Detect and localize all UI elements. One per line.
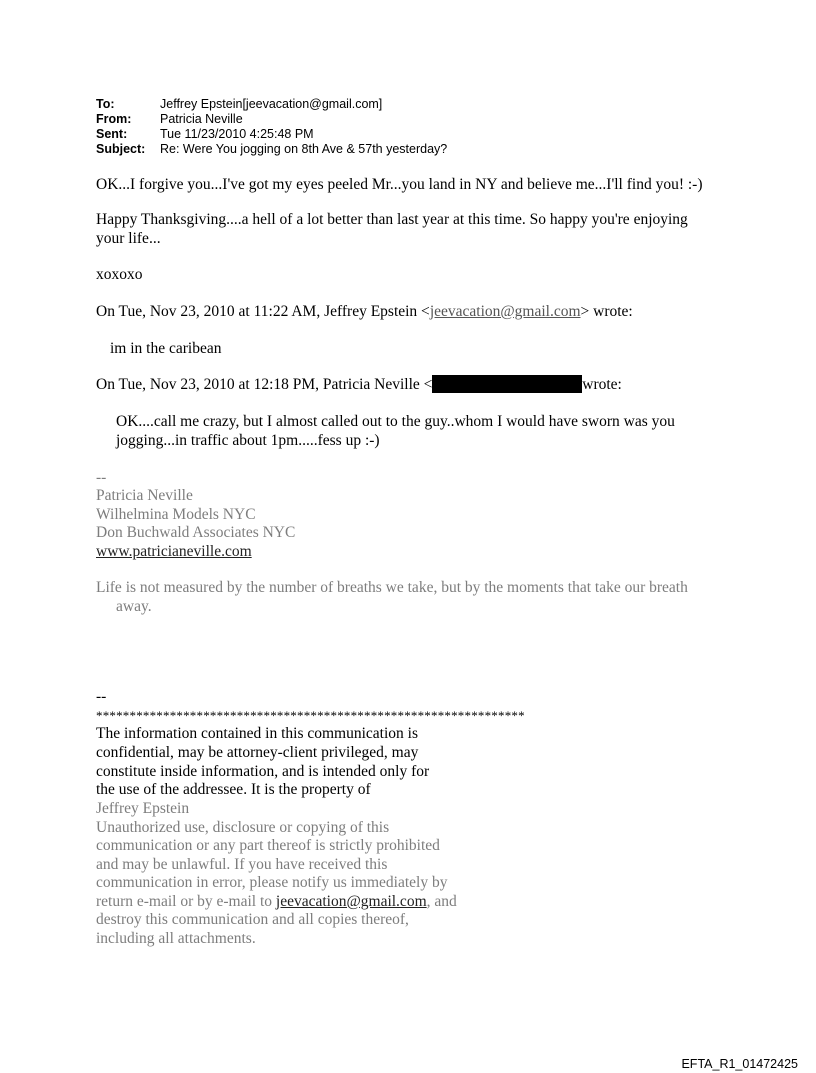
body-para2-line2: your life... bbox=[96, 230, 161, 247]
email-header bbox=[96, 97, 447, 157]
disclaimer-return-line bbox=[96, 892, 457, 911]
from-value: Patricia Neville bbox=[160, 112, 243, 126]
sent-value: Tue 11/23/2010 4:25:48 PM bbox=[160, 127, 314, 141]
sent-label: Sent: bbox=[96, 127, 128, 141]
subject-value: Re: Were You jogging on 8th Ave & 57th yesterday? bbox=[160, 142, 448, 156]
header-sent-row bbox=[96, 127, 447, 142]
signature-dashes: -- bbox=[96, 469, 107, 486]
disclaimer-return-suffix: , and bbox=[426, 893, 457, 910]
body-line-1: OK...I forgive you...I've got my eyes peeled Mr...you land in NY and believe me...I'll find you! :-) bbox=[96, 176, 703, 193]
header-subject-row bbox=[96, 142, 447, 157]
to-label: To: bbox=[96, 97, 115, 111]
quote1-suffix: > wrote: bbox=[580, 303, 633, 320]
disclaimer-dashes: -- bbox=[96, 688, 107, 705]
quote1-text: im in the caribean bbox=[110, 340, 222, 357]
quote2-line-2: jogging...in traffic about 1pm.....fess up :-) bbox=[116, 432, 380, 449]
disclaimer-stars: **************************************************************** bbox=[96, 708, 525, 723]
disclaimer-line-3: constitute inside information, and is intended only for bbox=[96, 763, 430, 780]
subject-label: Subject: bbox=[96, 142, 146, 156]
quote1-prefix: On Tue, Nov 23, 2010 at 11:22 AM, Jeffrey Epstein < bbox=[96, 303, 430, 320]
disclaimer-gray-line-2: Unauthorized use, disclosure or copying of this bbox=[96, 819, 390, 836]
quote1-attribution bbox=[96, 302, 633, 321]
quote2-line-1: OK....call me crazy, but I almost called out to the guy..whom I would have sworn was you bbox=[116, 413, 675, 430]
quote2-attribution bbox=[96, 375, 622, 394]
disclaimer-final-line-1: destroy this communication and all copies thereof, bbox=[96, 911, 409, 928]
signature-name: Patricia Neville bbox=[96, 487, 193, 504]
document-id: EFTA_R1_01472425 bbox=[681, 1057, 798, 1071]
signature-company-2: Don Buchwald Associates NYC bbox=[96, 524, 296, 541]
header-from-row bbox=[96, 112, 447, 127]
disclaimer-gray-line-1: Jeffrey Epstein bbox=[96, 800, 190, 817]
disclaimer-gray-line-3: communication or any part thereof is strictly prohibited bbox=[96, 837, 440, 854]
header-to-row bbox=[96, 97, 447, 112]
quote2-suffix: wrote: bbox=[578, 376, 622, 393]
disclaimer-gray-line-5: communication in error, please notify us immediately by bbox=[96, 874, 448, 891]
quote1-email-link[interactable]: jeevacation@gmail.com bbox=[429, 303, 581, 320]
to-value: Jeffrey Epstein[jeevacation@gmail.com] bbox=[160, 97, 383, 111]
disclaimer-email-link[interactable]: jeevacation@gmail.com bbox=[275, 893, 427, 910]
disclaimer-final-line-2: including all attachments. bbox=[96, 930, 256, 947]
signature-website-link[interactable]: www.patricianeville.com bbox=[96, 543, 252, 560]
disclaimer-return-prefix: return e-mail or by e-mail to bbox=[96, 893, 276, 910]
disclaimer-line-1: The information contained in this communication is bbox=[96, 725, 418, 742]
signature-company-1: Wilhelmina Models NYC bbox=[96, 506, 256, 523]
body-para2-line1: Happy Thanksgiving....a hell of a lot better than last year at this time. So happy you're enjoying bbox=[96, 211, 688, 228]
body-signoff: xoxoxo bbox=[96, 266, 143, 283]
from-label: From: bbox=[96, 112, 132, 126]
redaction-box bbox=[432, 375, 582, 393]
disclaimer-line-2: confidential, may be attorney-client privileged, may bbox=[96, 744, 419, 761]
disclaimer-gray-line-4: and may be unlawful. If you have received this bbox=[96, 856, 388, 873]
disclaimer-line-4: the use of the addressee. It is the property of bbox=[96, 781, 371, 798]
signature-quote-line-2: away. bbox=[116, 598, 152, 615]
quote2-prefix: On Tue, Nov 23, 2010 at 12:18 PM, Patricia Neville < bbox=[96, 376, 433, 393]
signature-quote-line-1: Life is not measured by the number of breaths we take, but by the moments that take our breath bbox=[96, 579, 688, 596]
